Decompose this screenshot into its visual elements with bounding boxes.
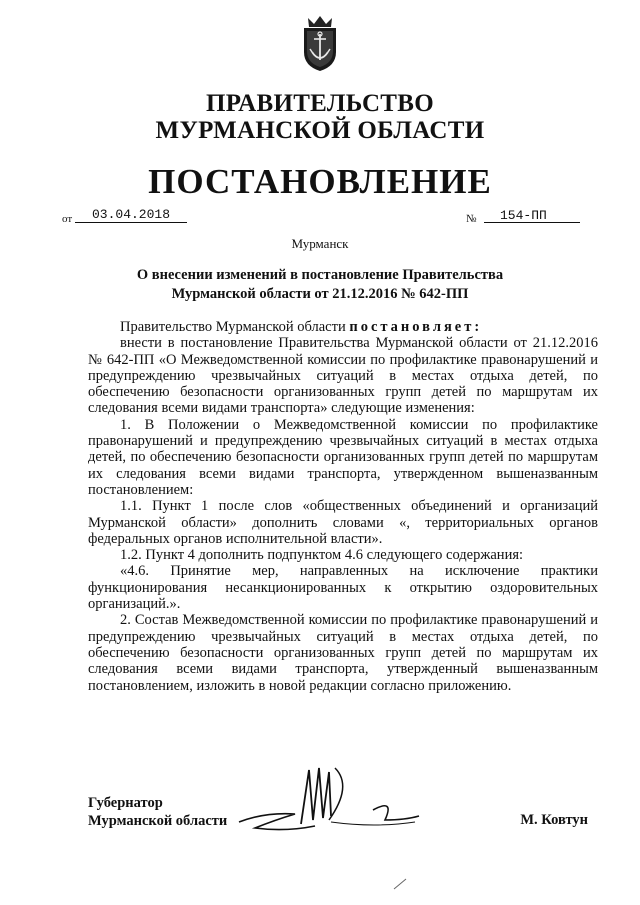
signatory-name: М. Ковтун [520,812,588,828]
murmansk-coat-of-arms-icon [300,14,340,72]
document-number: 154-ПП [500,208,547,223]
position-line-1: Губернатор [88,795,163,811]
handwritten-signature [235,762,435,842]
paragraph-5: «4.6. Принятие мер, направленных на исключение практики функционирования несанкционированных к открытию оздоровительных организаций.». [88,563,598,613]
paragraph-1: внести в постановление Правительства Мурманской области от 21.12.2016 № 642-ПП «О Межведомственной комиссии по профилактике правонарушений и предупреждению чрезвычайных ситуаций в местах отдыха детей, по обеспечению безопасности организованных групп детей по маршрутам их следования всеми видами транспорта» следующие изменения: [88,335,598,417]
document-date: 03.04.2018 [92,207,171,222]
title-line-1: О внесении изменений в постановление Правительства [136,267,504,283]
number-underline [484,222,580,223]
authority-line-2: МУРМАНСКОЙ ОБЛАСТИ [155,117,485,144]
date-prefix: от [62,213,73,225]
city: Мурманск [291,236,349,251]
intro-text: Правительство Мурманской области [120,319,346,335]
document-body [88,319,598,694]
paragraph-6: 2. Состав Межведомственной комиссии по профилактике правонарушений и предупреждению чрезвычайных ситуаций в местах отдыха детей, по обеспечению безопасности организованных групп детей по маршрутам их следования всеми видами транспорта, утвержденный вышеназванным постановлением, изложить в новой редакции согласно приложению. [88,612,598,694]
document-type: ПОСТАНОВЛЕНИЕ [148,162,492,201]
intro-paragraph [88,319,598,335]
authority-line-1: ПРАВИТЕЛЬСТВО [206,90,434,117]
date-underline [75,222,187,223]
document-title [100,266,540,304]
title-line-2: Мурманской области от 21.12.2016 № 642-ПП [171,286,469,302]
paragraph-2: 1. В Положении о Межведомственной комиссии по профилактике правонарушений и предупреждению чрезвычайных ситуаций в местах отдыха детей, по обеспечению безопасности организованных групп детей по маршрутам их следования всеми видами транспорта, утвержденном вышеназванным постановлением: [88,416,598,498]
paragraph-4: 1.2. Пункт 4 дополнить подпунктом 4.6 следующего содержания: [120,547,524,564]
signatory-position [88,794,227,830]
paragraph-3: 1.1. Пункт 1 после слов «общественных объединений и организаций Мурманской области» дополнить словами «, территориальных органов федеральных органов исполнительной власти». [88,498,598,547]
number-prefix: № [466,213,477,225]
stray-pen-mark-icon [392,877,408,891]
intro-verb: постановляет: [349,319,483,335]
position-line-2: Мурманской области [88,813,228,829]
